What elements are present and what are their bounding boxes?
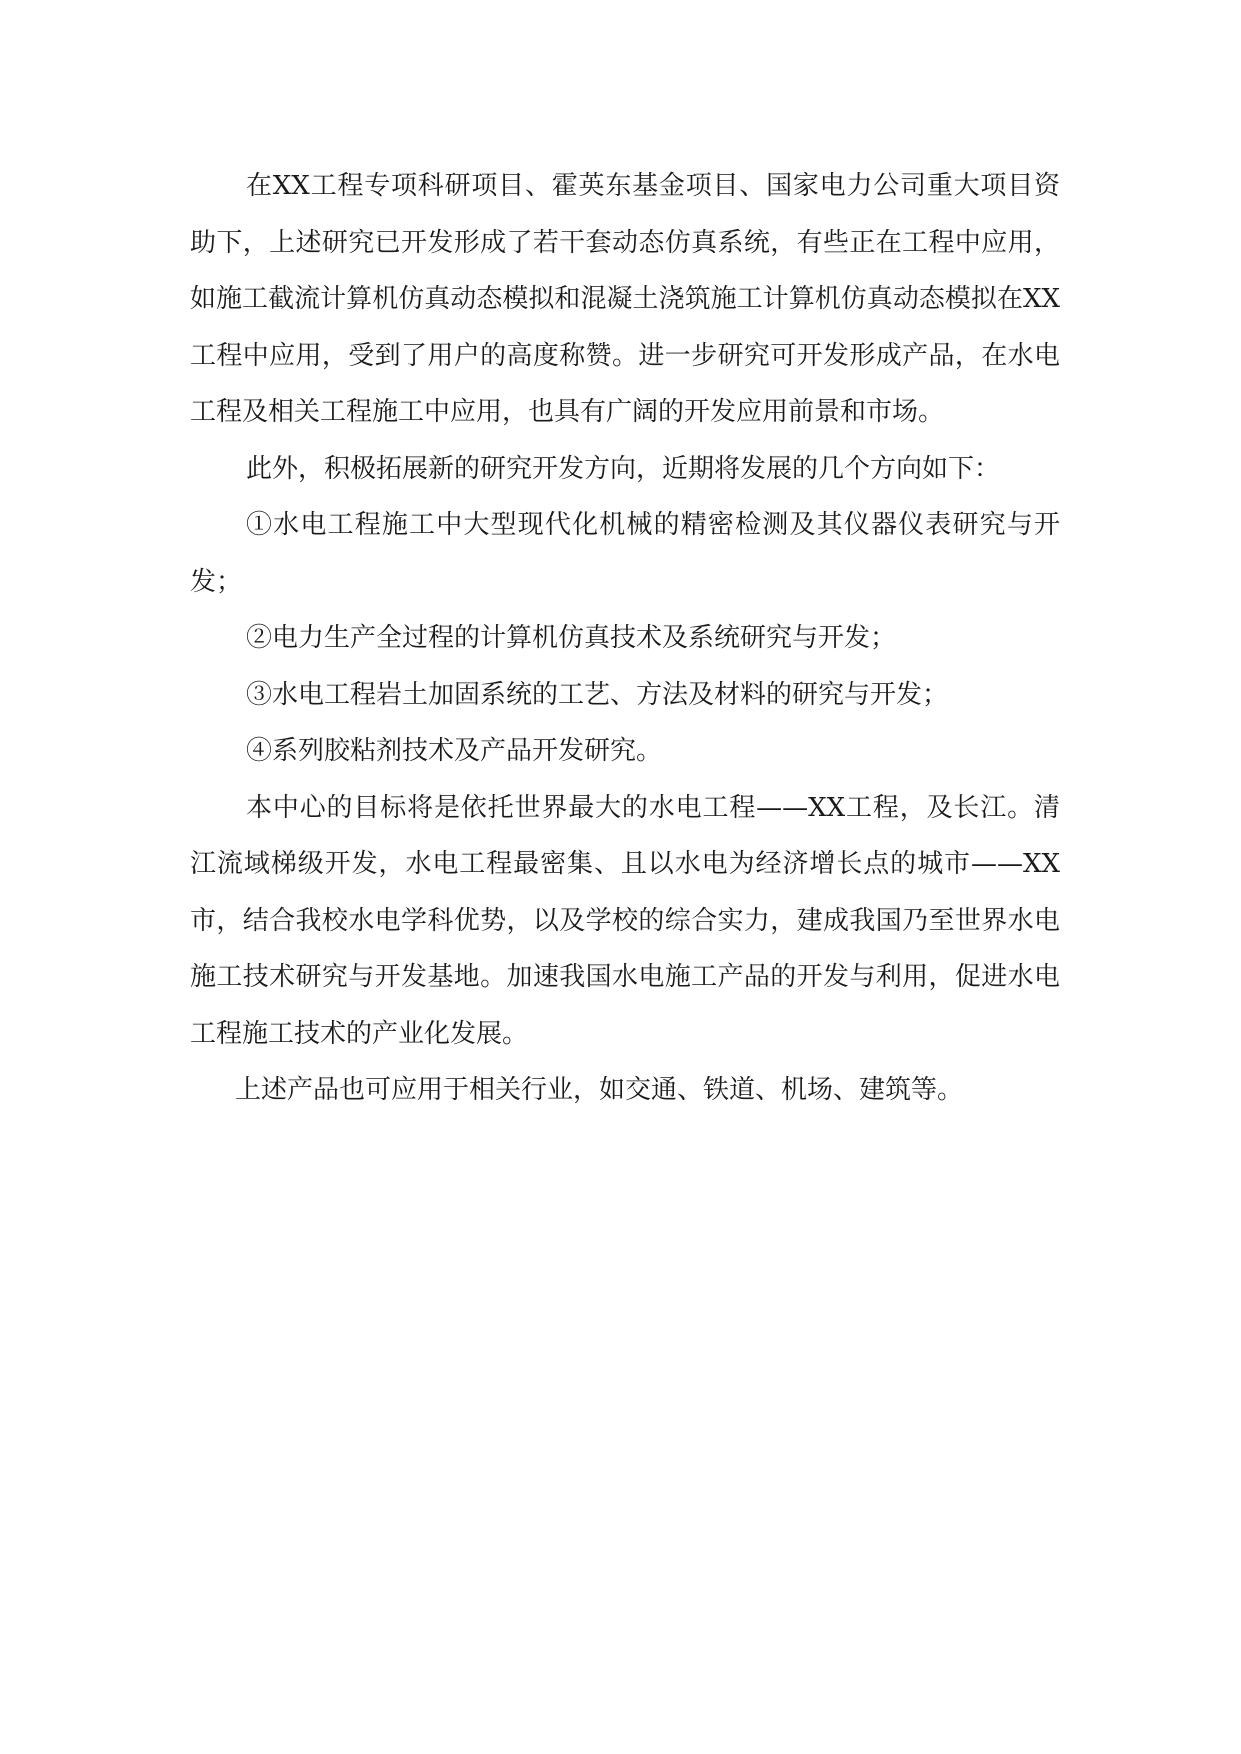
paragraph-related-industries: 上述产品也可应用于相关行业，如交通、铁道、机场、建筑等。 bbox=[235, 1075, 964, 1105]
paragraph-research-funding: 在XX工程专项科研项目、霍英东基金项目、国家电力公司重大项目资助下，上述研究已开发形成了若干套动态仿真系统，有些正在工程中应用，如施工截流计算机仿真动态模拟和混凝土浇筑施工计算机仿真动态模拟在XX工程中应用，受到了用户的高度称赞。进一步研究可开发形成产品，在水电工程及相关工程施工中应用，也具有广阔的开发应用前景和市场。 bbox=[190, 171, 1060, 427]
paragraph-direction-4: ④系列胶粘剂技术及产品开发研究。 bbox=[246, 736, 663, 766]
paragraph-direction-1: ①水电工程施工中大型现代化机械的精密检测及其仪器仪表研究与开发； bbox=[190, 510, 1060, 597]
document-body bbox=[190, 158, 1060, 1119]
paragraph-direction-3: ③水电工程岩土加固系统的工艺、方法及材料的研究与开发； bbox=[246, 679, 949, 710]
paragraph-center-goal: 本中心的目标将是依托世界最大的水电工程——XX工程，及长江。清江流域梯级开发，水电工程最密集、且以水电为经济增长点的城市——XX市，结合我校水电学科优势，以及学校的综合实力，建成我国乃至世界水电施工技术研究与开发基地。加速我国水电施工产品的开发与利用，促进水电工程施工技术的产业化发展。 bbox=[190, 792, 1060, 1049]
paragraph-new-directions-intro: 此外，积极拓展新的研究开发方向，近期将发展的几个方向如下： bbox=[246, 453, 1001, 484]
paragraph-direction-2: ②电力生产全过程的计算机仿真技术及系统研究与开发； bbox=[246, 623, 897, 653]
